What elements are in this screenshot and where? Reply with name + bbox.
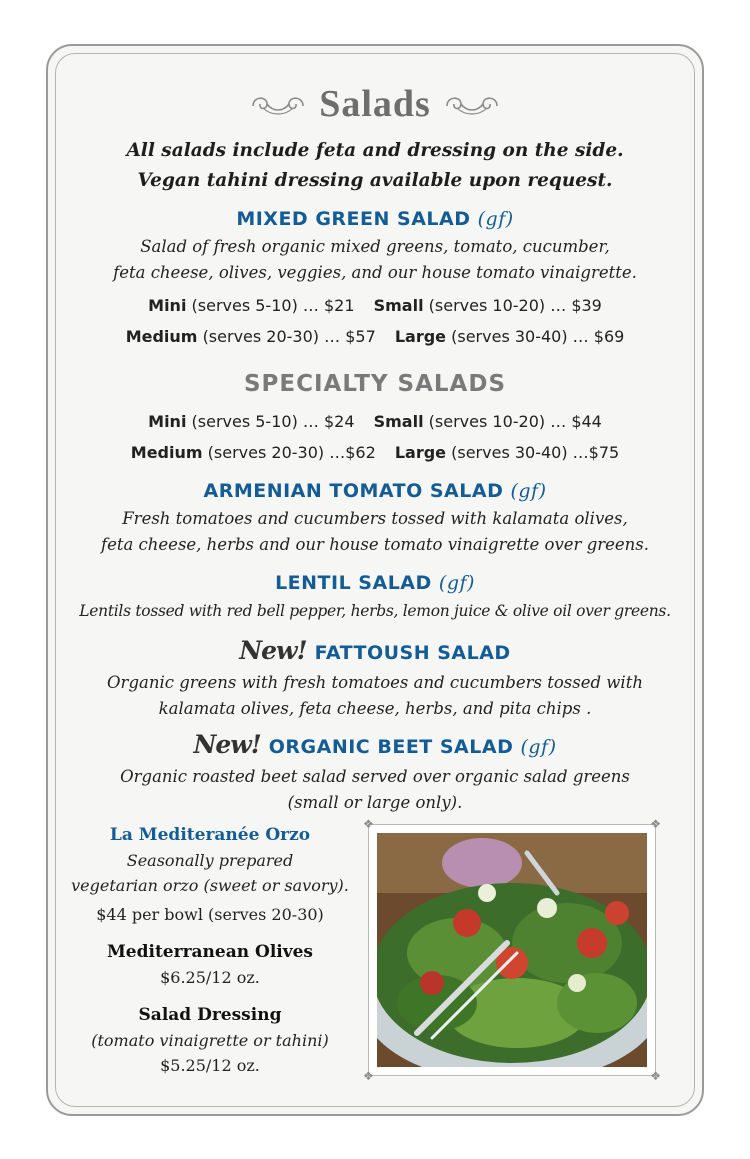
armenian-section (60, 476, 690, 558)
corner-ornament-icon: ❖ (650, 817, 661, 831)
size-label: Medium (125, 327, 198, 346)
size-detail: (serves 5-10) … $24 (191, 412, 355, 431)
beet-section (60, 728, 690, 816)
size-label: Large (394, 443, 447, 462)
lentil-heading (60, 568, 690, 598)
intro-line: Vegan tahini dressing available upon request. (137, 170, 613, 191)
size-detail: (serves 30-40) …$75 (451, 443, 620, 462)
olives-heading: Mediterranean Olives (106, 942, 314, 962)
beet-name: ORGANIC BEET SALAD (268, 736, 514, 758)
specialty-heading: SPECIALTY SALADS (243, 371, 507, 397)
olives-price: $6.25/12 oz. (160, 968, 260, 987)
new-badge: New! (193, 730, 261, 759)
armenian-desc: Fresh tomatoes and cucumbers tossed with kalamata olives, (122, 509, 628, 528)
intro-line: All salads include feta and dressing on the side. (126, 140, 624, 161)
lentil-section (60, 568, 690, 624)
salad-photo (377, 833, 647, 1067)
corner-ornament-icon: ❖ (363, 817, 374, 831)
swirl-right-icon (443, 92, 501, 116)
gf-tag: (gf) (510, 480, 547, 502)
fattoush-section (60, 634, 690, 722)
size-label: Small (373, 412, 424, 431)
menu-page (60, 60, 690, 1100)
mixed-green-heading (60, 204, 690, 234)
size-label: Medium (130, 443, 203, 462)
size-detail: (serves 10-20) … $39 (428, 296, 602, 315)
gf-tag: (gf) (520, 736, 557, 758)
salad-bowl-illustration (377, 833, 647, 1067)
size-detail: (serves 10-20) … $44 (428, 412, 602, 431)
lentil-desc: Lentils tossed with red bell pepper, herbs, lemon juice & olive oil over greens. (79, 602, 671, 620)
fattoush-name: FATTOUSH SALAD (314, 642, 511, 664)
extras-column (60, 822, 360, 1078)
orzo-desc: Seasonally prepared (126, 851, 294, 870)
size-label: Mini (148, 412, 187, 431)
intro-text (60, 136, 690, 196)
armenian-name: ARMENIAN TOMATO SALAD (203, 480, 504, 502)
armenian-heading (60, 476, 690, 506)
beet-desc: Organic roasted beet salad served over organic salad greens (120, 767, 630, 786)
size-label: Mini (148, 296, 187, 315)
corner-ornament-icon: ❖ (650, 1069, 661, 1083)
mixed-green-price-row (60, 290, 690, 321)
beet-desc: (small or large only). (287, 793, 463, 812)
mixed-green-desc: feta cheese, olives, veggies, and our house tomato vinaigrette. (113, 263, 637, 282)
mixed-green-price-row (60, 321, 690, 352)
mixed-green-name: MIXED GREEN SALAD (236, 208, 471, 230)
specialty-price-row (60, 406, 690, 437)
page-title: Salads (319, 83, 431, 125)
specialty-section (60, 366, 690, 468)
beet-heading (60, 728, 690, 764)
mixed-green-section (60, 204, 690, 352)
size-detail: (serves 30-40) … $69 (451, 327, 625, 346)
gf-tag: (gf) (438, 572, 475, 594)
size-label: Small (373, 296, 424, 315)
armenian-desc: feta cheese, herbs and our house tomato vinaigrette over greens. (100, 535, 650, 554)
salad-photo-frame (363, 817, 661, 1083)
fattoush-heading (60, 634, 690, 670)
swirl-left-icon (249, 92, 307, 116)
gf-tag: (gf) (477, 208, 514, 230)
size-detail: (serves 20-30) …$62 (207, 443, 376, 462)
size-detail: (serves 20-30) … $57 (202, 327, 376, 346)
new-badge: New! (239, 636, 307, 665)
specialty-price-row (60, 437, 690, 468)
size-detail: (serves 5-10) … $21 (191, 296, 355, 315)
lentil-name: LENTIL SALAD (275, 572, 432, 594)
corner-ornament-icon: ❖ (363, 1069, 374, 1083)
orzo-price: $44 per bowl (serves 20-30) (96, 905, 324, 924)
size-label: Large (394, 327, 447, 346)
orzo-desc: vegetarian orzo (sweet or savory). (71, 876, 349, 895)
fattoush-desc: kalamata olives, feta cheese, herbs, and pita chips . (158, 699, 592, 718)
title-row (60, 82, 690, 126)
dressing-price: $5.25/12 oz. (160, 1056, 260, 1075)
orzo-heading: La Mediteranée Orzo (109, 825, 311, 845)
dressing-detail: (tomato vinaigrette or tahini) (91, 1031, 329, 1050)
mixed-green-desc: Salad of fresh organic mixed greens, tomato, cucumber, (140, 237, 610, 256)
fattoush-desc: Organic greens with fresh tomatoes and cucumbers tossed with (107, 673, 643, 692)
dressing-heading: Salad Dressing (138, 1005, 282, 1025)
